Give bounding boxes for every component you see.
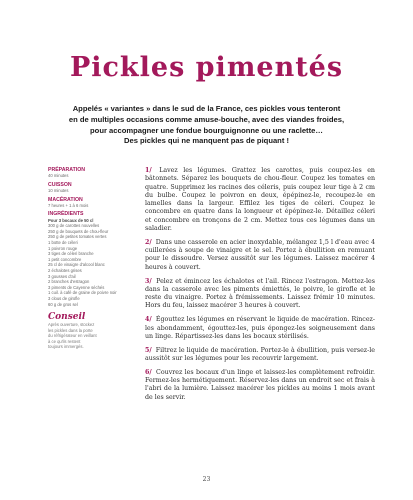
- ingredient-item: 25 cl de vinaigre d'alcool blanc: [48, 262, 105, 268]
- step-number: 4/: [145, 316, 152, 324]
- step-number: 1/: [145, 167, 152, 174]
- ingredient-item: 2 échalotes grises: [48, 267, 82, 273]
- conseil-line: à ce qu'ils restent: [48, 338, 81, 344]
- recipe-steps: [145, 167, 375, 407]
- ingredient-item: 300 g de carottes nouvelles: [48, 223, 100, 229]
- ingredients-label: INGRÉDIENTS: [48, 211, 84, 218]
- conseil-line: toujours immergés.: [48, 344, 84, 350]
- step-text: Égouttez les légumes en réservant le liquide de macération. Rincez-les abondamment, égouttez-les, puis épongez-les soigneusement dans un linge. Répartissez-les dans les bocaux stérilisés.: [145, 316, 375, 340]
- intro-line: Des pickles qui ne manquent pas de piquant !: [124, 136, 289, 146]
- step-text: Dans une casserole en acier inoxydable, mélangez 1,5 l d'eau avec 4 cuillerées à soupe de vinaigre et le sel. Portez à ébullition en remuant pour le dissoudre. Versez aussitôt sur les légumes. Laissez macérer 4 heures à couvert.: [145, 238, 375, 271]
- preparation-value: 40 minutes: [48, 173, 69, 179]
- intro-line: Appelés « variantes » dans le sud de la France, ces pickles vous tenteront: [72, 104, 341, 113]
- step-number: 5/: [145, 346, 152, 354]
- ingredient-item: 60 g de gros sel: [48, 301, 78, 307]
- recipe-step: [145, 167, 375, 233]
- ingredient-item: 3 tiges de céleri branche: [48, 251, 94, 257]
- ingredient-item: 1 poivron rouge: [48, 245, 78, 251]
- conseil-line: du réfrigérateur en veillant: [48, 333, 97, 339]
- maceration-label: MACÉRATION: [48, 196, 83, 203]
- ingredient-item: 250 g de bouquets de chou-fleur: [48, 228, 109, 234]
- intro-line: en de multiples occasions comme amuse-bouche, avec des viandes froides,: [68, 114, 345, 124]
- ingredient-item: 2 branches d'estragon: [48, 279, 90, 285]
- recipe-step: [145, 347, 375, 364]
- ingredient-item: 1 petit concombre: [48, 256, 82, 262]
- conseil-label: Conseil: [48, 312, 86, 323]
- conseil-line: Après ouverture, stockez: [48, 322, 95, 328]
- intro-line: pour accompagner une fondue bourguignonne ou une raclette…: [90, 125, 323, 135]
- recipe-step: [145, 316, 375, 341]
- cuisson-value: 10 minutes: [48, 188, 69, 193]
- recipe-step: [145, 278, 375, 311]
- step-text: Pelez et émincez les échalotes et l'ail. Rincez l'estragon. Mettez-les dans la casserole avec les piments émiettés, le poivre, le girofle et le reste du vinaigre. Portez à frémissements. Laissez frémir 10 minutes. Hors du feu, laissez macérer 3 heures à couvert.: [145, 277, 375, 310]
- step-text: Filtrez le liquide de macération. Portez-le à ébullition, puis versez-le aussitôt sur les légumes pour les recouvrir largement.: [145, 346, 375, 362]
- page-title: Pickles pimentés: [69, 52, 344, 83]
- ingredient-item: 3 clous de girofle: [48, 295, 80, 301]
- maceration-value: 7 heures + 1 à 6 mois: [48, 202, 89, 208]
- recipe-sidebar: [48, 167, 134, 350]
- preparation-label: PRÉPARATION: [48, 167, 85, 173]
- step-text: Lavez les légumes. Grattez les carottes, puis coupez-les en bâtonnets. Séparez les bouquets de chou-fleur. Coupez les tomates en quatre. Supprimez les racines des céleris, puis coupez leur tige à 2 cm du bulbe. Coupez le poivron en deux, épépinez-le, recoupez-le en lamelles dans la largeur. Effilez les tiges de céleri. Coupez le concombre en quatre dans la longueur et épépinez-le. Détaillez céleri et concombre en tronçons de 2 cm. Mettez tous ces légumes dans un saladier.: [145, 167, 375, 233]
- ingredient-item: 250 g de petites tomates vertes: [48, 234, 107, 240]
- ingredient-item: 1 botte de céleri: [48, 239, 78, 245]
- conseil-text: [48, 322, 134, 350]
- step-text: Couvrez les bocaux d'un linge et laissez-les complètement refroidir. Fermez-les hermétiquement. Réservez-les dans un endroit sec et frais à l'abri de la lumière. Laissez macérer les pickles au moins 1 mois avant de les servir.: [145, 368, 375, 401]
- recipe-step: [145, 369, 375, 402]
- ingredient-item: 1 cuil. à café de graine de poivre noir: [48, 290, 117, 296]
- ingredients-subtitle: Pour 3 bocaux de 50 cl: [48, 217, 94, 223]
- step-number: 3/: [145, 277, 152, 285]
- conseil-line: les pickles dans la porte: [48, 327, 93, 333]
- ingredient-item: 3 piments de Cayenne séchés: [48, 284, 105, 290]
- ingredient-item: 3 gousses d'ail: [48, 273, 76, 279]
- step-number: 2/: [145, 238, 152, 246]
- page-number: 23: [202, 476, 211, 483]
- cuisson-label: CUISSON: [48, 181, 72, 188]
- ingredients-list: [48, 223, 134, 307]
- step-number: 6/: [145, 368, 152, 376]
- recipe-step: [145, 239, 375, 272]
- intro-paragraph: [40, 104, 373, 147]
